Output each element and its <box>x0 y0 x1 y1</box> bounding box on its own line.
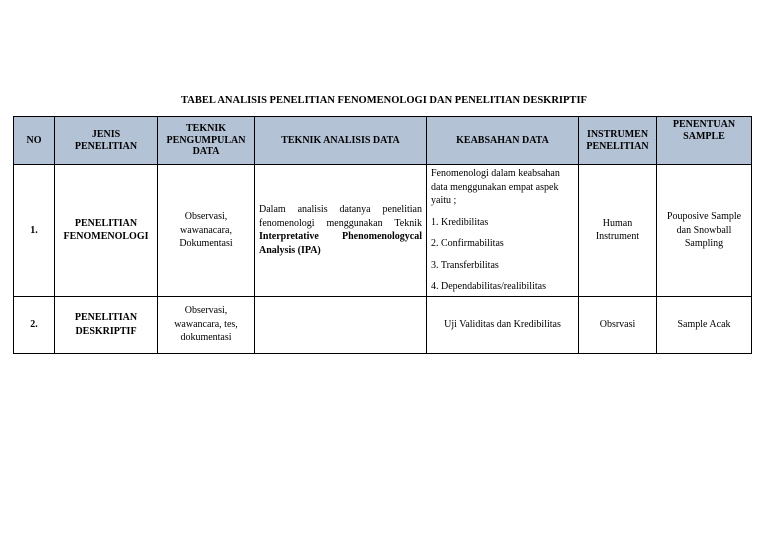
list-item: 3. Transferbilitas <box>431 259 499 271</box>
list-item: 1. Kredibilitas <box>431 216 489 228</box>
instrumen-penelitian: Obsrvasi <box>579 296 657 353</box>
jenis-penelitian: PENELITIAN DESKRIPTIF <box>55 296 158 353</box>
page-title: TABEL ANALISIS PENELITIAN FENOMENOLOGI DAN PENELITIAN DESKRIPTIF <box>181 95 587 106</box>
header-penentuan: PENENTUAN SAMPLE <box>657 117 752 165</box>
instrumen-penelitian: Human Instrument <box>579 165 657 297</box>
penentuan-sample: Sample Acak <box>657 296 752 353</box>
keabsahan-data: Uji Validitas dan Kredibilitas <box>427 296 579 353</box>
keabsahan-data: Fenomenologi dalam keabsahan data menggunakan empat aspek yaitu ; 1. Kredibilitas 2. Confirmabilitas 3. Transferbilitas 4. Dependabilitas/realibilitas <box>427 165 579 297</box>
analysis-table <box>13 116 752 354</box>
list-item: 2. Confirmabilitas <box>431 238 504 249</box>
teknik-pengumpulan: Observasi, wawancara, tes, dokumentasi <box>158 296 255 353</box>
list-item: 4. Dependabilitas/realibilitas <box>431 281 546 292</box>
table-header-row <box>14 117 752 165</box>
header-teknik-analisis: TEKNIK ANALISIS DATA <box>255 117 427 165</box>
row-number: 1. <box>14 165 55 297</box>
teknik-analisis <box>255 296 427 353</box>
header-no: NO <box>14 117 55 165</box>
teknik-analisis: Dalam analisis datanya penelitian fenomenologi menggunakan Teknik Interpretative Phenomenologycal Analysis (IPA) <box>255 165 427 297</box>
penentuan-sample: Pouposive Sample dan Snowball Sampling <box>657 165 752 297</box>
header-teknik-pengumpulan: TEKNIK PENGUMPULAN DATA <box>158 117 255 165</box>
header-instrumen: INSTRUMEN PENELITIAN <box>579 117 657 165</box>
row-number: 2. <box>14 296 55 353</box>
header-jenis: JENIS PENELITIAN <box>55 117 158 165</box>
teknik-pengumpulan: Observasi, wawanacara, Dokumentasi <box>158 165 255 297</box>
jenis-penelitian: PENELITIAN FENOMENOLOGI <box>55 165 158 297</box>
table-row <box>14 296 752 353</box>
header-keabsahan: KEABSAHAN DATA <box>427 117 579 165</box>
table-row <box>14 165 752 297</box>
